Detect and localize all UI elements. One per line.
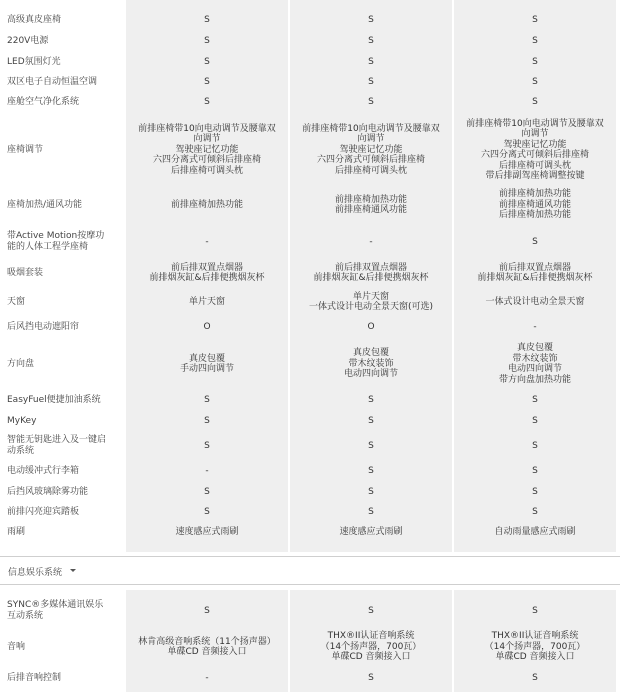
cell-model-3: 一体式设计电动全景天窗 [485, 296, 585, 307]
cell-model-2: THX®II认证音响系统 （14个扬声器，700瓦） 单碟CD 音频接入口 [320, 631, 422, 663]
spec-row-power-liftgate [0, 460, 620, 482]
cell-model-2: S [368, 506, 374, 517]
row-label: 天窗 [7, 296, 26, 307]
cell-model-1: - [205, 236, 209, 247]
section-header-infotainment[interactable] [0, 557, 620, 583]
cell-model-2: S [368, 14, 374, 25]
cell-model-1: 前后排双置点烟器 前排烟灰缸&后排便携烟灰杯 [149, 262, 265, 283]
row-label: LED氛围灯光 [7, 56, 61, 67]
row-label: 前排闪亮迎宾踏板 [7, 506, 80, 517]
row-label: 后挡风玻璃除雾功能 [7, 486, 89, 497]
row-label: MyKey [7, 415, 37, 426]
cell-model-1: S [204, 35, 210, 46]
cell-model-1: S [204, 56, 210, 67]
cell-model-3: 前后排双置点烟器 前排烟灰缸&后排便携烟灰杯 [477, 262, 593, 283]
cell-model-2: S [368, 56, 374, 67]
cell-model-1: S [204, 96, 210, 107]
row-label: 220V电源 [7, 35, 49, 46]
spec-row-rear-audio-control [0, 668, 620, 688]
row-label: 电动缓冲式行李箱 [7, 465, 80, 476]
cell-model-1: S [204, 506, 210, 517]
cell-model-1: S [204, 394, 210, 405]
cell-model-1: 速度感应式雨刷 [175, 526, 239, 537]
spec-row-audio [0, 626, 620, 668]
spec-row-sunroof [0, 288, 620, 316]
spec-row-led-ambient [0, 52, 620, 72]
cell-model-3: 真皮包覆 带木纹装饰 电动四向调节 带方向盘加热功能 [498, 343, 571, 385]
cell-model-2: S [368, 35, 374, 46]
cell-model-3: S [532, 35, 538, 46]
cell-model-2: S [368, 672, 374, 683]
spec-row-sync [0, 598, 620, 624]
cell-model-3: 前排座椅带10向电动调节及腰靠双 向调节 驾驶座记忆功能 六四分离式可倾斜后排座椅 后排座椅可调头枕 带后排副驾座椅调整按键 [466, 118, 604, 181]
spec-row-massage-seat [0, 226, 620, 258]
chevron-down-icon[interactable] [70, 569, 76, 572]
cell-model-2: S [368, 394, 374, 405]
spec-row-keyless-entry [0, 432, 620, 460]
cell-model-2: O [367, 321, 375, 332]
cell-model-3: S [532, 394, 538, 405]
cell-model-3: 前排座椅加热功能 前排座椅通风功能 后排座椅加热功能 [498, 189, 571, 221]
spec-row-seat-heat-vent [0, 186, 620, 224]
cell-model-3: S [532, 465, 538, 476]
cell-model-3: S [532, 486, 538, 497]
row-label: 后风挡电动遮阳帘 [7, 321, 80, 332]
row-label: SYNC®多媒体通讯娱乐 互动系统 [7, 600, 104, 621]
row-label: 方向盘 [7, 358, 35, 369]
row-label: 智能无钥匙进入及一键启 动系统 [7, 435, 107, 456]
cell-model-3: S [532, 605, 538, 616]
cell-model-3: S [532, 415, 538, 426]
cell-model-2: S [368, 76, 374, 87]
row-label: EasyFuel便捷加油系统 [7, 394, 101, 405]
cell-model-2: S [368, 486, 374, 497]
spec-row-dual-zone-ac [0, 72, 620, 92]
cell-model-3: S [532, 76, 538, 87]
cell-model-1: - [205, 672, 209, 683]
spec-row-220v-power [0, 30, 620, 52]
row-label: 带Active Motion按摩功 能的人体工程学座椅 [7, 231, 105, 252]
cell-model-2: S [368, 605, 374, 616]
cell-model-1: 前排座椅带10向电动调节及腰靠双 向调节 驾驶座记忆功能 六四分离式可倾斜后排座椅 后排座椅可调头枕 [138, 123, 276, 176]
cell-model-1: S [204, 14, 210, 25]
row-label: 后排音响控制 [7, 672, 62, 683]
cell-model-1: S [204, 486, 210, 497]
row-label: 座舱空气净化系统 [7, 96, 80, 107]
cell-model-1: S [204, 605, 210, 616]
row-label: 双区电子自动恒温空调 [7, 76, 98, 87]
cell-model-3: S [532, 672, 538, 683]
cell-model-1: S [204, 76, 210, 87]
cell-model-3: S [532, 96, 538, 107]
cell-model-3: 自动雨量感应式雨刷 [494, 526, 576, 537]
spec-row-steering-wheel [0, 340, 620, 388]
cell-model-3: - [533, 321, 537, 332]
row-label: 座椅调节 [7, 144, 44, 155]
cell-model-1: 林肯高级音响系统（11个扬声器） 单碟CD 音频接入口 [138, 636, 276, 657]
row-label: 座椅加热/通风功能 [7, 199, 83, 210]
cell-model-3: S [532, 236, 538, 247]
row-label: 雨刷 [7, 526, 26, 537]
spec-row-leather-seats [0, 10, 620, 30]
cell-model-1: - [205, 465, 209, 476]
cell-model-1: 单片天窗 [188, 296, 225, 307]
spec-row-easyfuel [0, 390, 620, 410]
cell-model-2: 前排座椅带10向电动调节及腰靠双 向调节 驾驶座记忆功能 六四分离式可倾斜后排座椅 后排座椅可调头枕 [302, 123, 440, 176]
spec-row-rear-defog [0, 482, 620, 502]
spec-row-seat-adjust [0, 114, 620, 186]
section-divider-bottom [0, 584, 620, 585]
spec-row-welcome-pedal [0, 502, 620, 522]
row-label: 吸烟套装 [7, 267, 44, 278]
cell-model-3: S [532, 14, 538, 25]
cell-model-3: S [532, 56, 538, 67]
cell-model-2: S [368, 96, 374, 107]
cell-model-3: THX®II认证音响系统 （14个扬声器，700瓦） 单碟CD 音频接入口 [484, 631, 586, 663]
row-label: 音响 [7, 641, 26, 652]
cell-model-1: 前排座椅加热功能 [170, 199, 243, 210]
cell-model-1: 真皮包覆 手动四向调节 [179, 353, 234, 374]
cell-model-2: 前后排双置点烟器 前排烟灰缸&后排便携烟灰杯 [313, 262, 429, 283]
cell-model-2: 前排座椅加热功能 前排座椅通风功能 [334, 194, 407, 215]
section-title: 信息娱乐系统 [8, 568, 63, 578]
cell-model-2: 单片天窗 一体式设计电动全景天窗(可选) [308, 291, 434, 312]
cell-model-2: S [368, 440, 374, 451]
cell-model-1: S [204, 415, 210, 426]
cell-model-1: S [204, 440, 210, 451]
cell-model-2: 真皮包覆 带木纹装饰 电动四向调节 [343, 348, 398, 380]
spec-row-smoking-kit [0, 260, 620, 286]
spec-row-mykey [0, 410, 620, 432]
cell-model-3: S [532, 440, 538, 451]
cell-model-2: - [369, 236, 373, 247]
spec-row-wipers [0, 522, 620, 542]
cell-model-2: 速度感应式雨刷 [339, 526, 403, 537]
cell-model-1: O [203, 321, 211, 332]
cell-model-2: S [368, 465, 374, 476]
spec-row-air-purification [0, 92, 620, 112]
spec-row-rear-sunshade [0, 316, 620, 338]
cell-model-3: S [532, 506, 538, 517]
row-label: 高级真皮座椅 [7, 14, 62, 25]
cell-model-2: S [368, 415, 374, 426]
